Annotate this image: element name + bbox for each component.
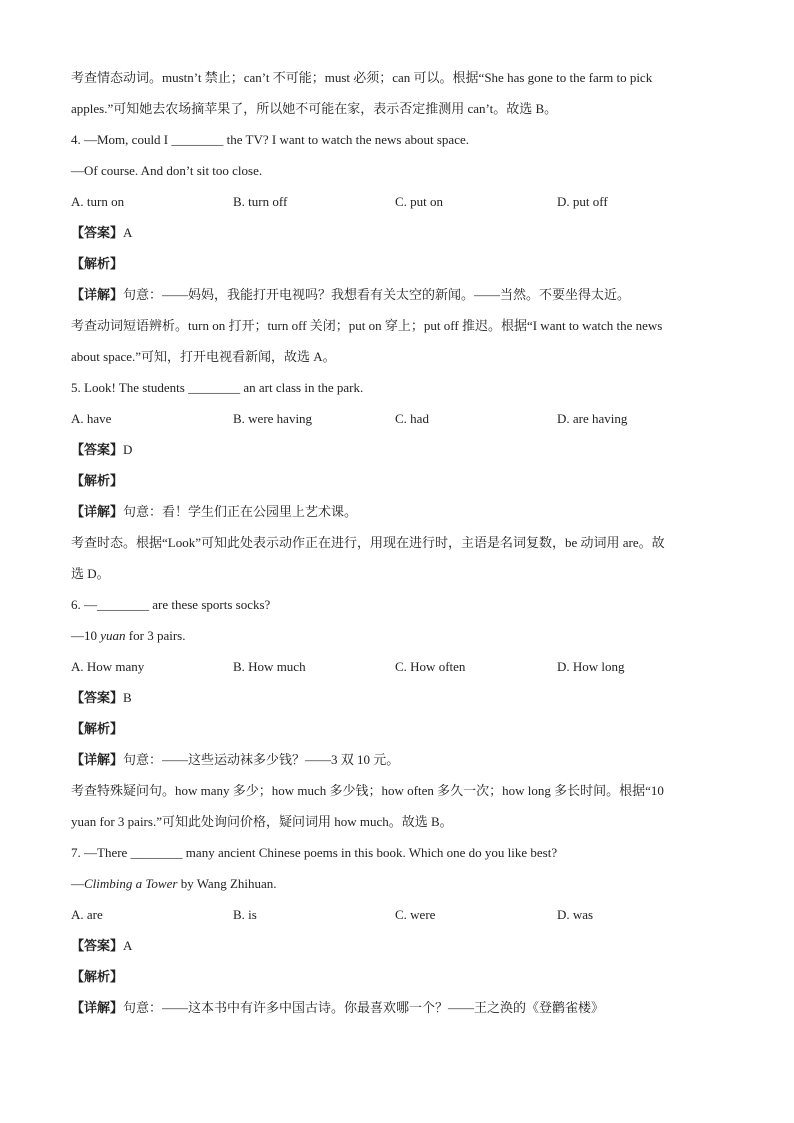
q5-stem: 5. Look! The students ________ an art class in the park.: [71, 380, 364, 395]
q4-option-d: D. put off: [557, 194, 608, 209]
q6-reply-pre: —10: [71, 628, 101, 643]
q6-detail: [71, 744, 731, 775]
q6-stem: 6. —________ are these sports socks?: [71, 597, 271, 612]
detail-label: 【详解】: [71, 504, 124, 519]
q4-answer-value: A: [123, 225, 133, 240]
q5-explanation-1: 考查时态。根据“Look”可知此处表示动作正在进行，用现在进行时，主语是名词复数，be 动词用 are。故: [71, 535, 665, 550]
q5-option-d: D. are having: [557, 411, 628, 426]
q7-reply-pre: —: [71, 876, 84, 891]
q7-detail-text: 句意：——这本书中有许多中国古诗。你最喜欢哪一个？——王之涣的《登鹳雀楼》: [123, 1000, 605, 1015]
q4-options: [71, 186, 731, 217]
document-page: [71, 62, 731, 1023]
intro-line-2: apples.”可知她去农场摘苹果了，所以她不可能在家，表示否定推测用 can’t。故选 B。: [71, 101, 558, 116]
q5-answer: [71, 434, 731, 465]
q6-option-a: A. How many: [71, 659, 145, 674]
q6-reply: [71, 620, 731, 651]
q4-explanation-1: 考查动词短语辨析。turn on 打开；turn off 关闭；put on 穿上；put off 推迟。根据“I want to watch the news: [71, 318, 663, 333]
q4-answer: [71, 217, 731, 248]
analysis-label: 【解析】: [71, 256, 124, 271]
q4-detail: [71, 279, 731, 310]
q7-reply: [71, 868, 731, 899]
detail-label: 【详解】: [71, 752, 124, 767]
analysis-label: 【解析】: [71, 473, 124, 488]
answer-label: 【答案】: [71, 938, 124, 953]
q7-option-a: A. are: [71, 907, 103, 922]
q4-option-b: B. turn off: [233, 194, 288, 209]
q5-option-c: C. had: [395, 411, 429, 426]
q6-explanation-2: yuan for 3 pairs.”可知此处询问价格，疑问词用 how much。故选 B。: [71, 814, 453, 829]
analysis-label: 【解析】: [71, 721, 124, 736]
q7-answer: [71, 930, 731, 961]
q6-reply-italic: yuan: [100, 628, 126, 643]
q6-analysis: [71, 713, 731, 744]
q6-option-b: B. How much: [233, 659, 306, 674]
q4-option-c: C. put on: [395, 194, 444, 209]
q6-option-d: D. How long: [557, 659, 625, 674]
q4-reply: —Of course. And don’t sit too close.: [71, 163, 263, 178]
q7-answer-value: A: [123, 938, 133, 953]
q5-detail: [71, 496, 731, 527]
analysis-label: 【解析】: [71, 969, 124, 984]
q6-options: [71, 651, 731, 682]
q4-detail-text: 句意：——妈妈，我能打开电视吗？我想看有关太空的新闻。——当然。不要坐得太近。: [123, 287, 631, 302]
q5-analysis: [71, 465, 731, 496]
q6-answer: [71, 682, 731, 713]
q6-explanation-1: 考查特殊疑问句。how many 多少；how much 多少钱；how often 多久一次；how long 多长时间。根据“10: [71, 783, 664, 798]
q7-option-c: C. were: [395, 907, 436, 922]
q4-analysis: [71, 248, 731, 279]
q7-detail: [71, 992, 731, 1023]
q7-stem: 7. —There ________ many ancient Chinese poems in this book. Which one do you like best?: [71, 845, 558, 860]
q7-reply-post: by Wang Zhihuan.: [177, 876, 277, 891]
q5-answer-value: D: [123, 442, 133, 457]
q4-explanation-2: about space.”可知，打开电视看新闻，故选 A。: [71, 349, 336, 364]
intro-line-1: 考查情态动词。mustn’t 禁止；can’t 不可能；must 必须；can 可以。根据“She has gone to the farm to pick: [71, 70, 653, 85]
q5-options: [71, 403, 731, 434]
detail-label: 【详解】: [71, 287, 124, 302]
q5-option-b: B. were having: [233, 411, 313, 426]
q5-option-a: A. have: [71, 411, 112, 426]
q7-reply-italic: Climbing a Tower: [84, 876, 178, 891]
q4-stem: 4. —Mom, could I ________ the TV? I want to watch the news about space.: [71, 132, 469, 147]
q6-detail-text: 句意：——这些运动袜多少钱？——3 双 10 元。: [123, 752, 400, 767]
q5-detail-text: 句意：看！学生们正在公园里上艺术课。: [123, 504, 358, 519]
q7-option-b: B. is: [233, 907, 257, 922]
q6-option-c: C. How often: [395, 659, 466, 674]
answer-label: 【答案】: [71, 442, 124, 457]
q4-option-a: A. turn on: [71, 194, 125, 209]
q7-options: [71, 899, 731, 930]
q5-explanation-2: 选 D。: [71, 566, 110, 581]
answer-label: 【答案】: [71, 690, 124, 705]
q6-reply-post: for 3 pairs.: [125, 628, 186, 643]
answer-label: 【答案】: [71, 225, 124, 240]
q7-analysis: [71, 961, 731, 992]
q6-answer-value: B: [123, 690, 132, 705]
q7-option-d: D. was: [557, 907, 594, 922]
detail-label: 【详解】: [71, 1000, 124, 1015]
